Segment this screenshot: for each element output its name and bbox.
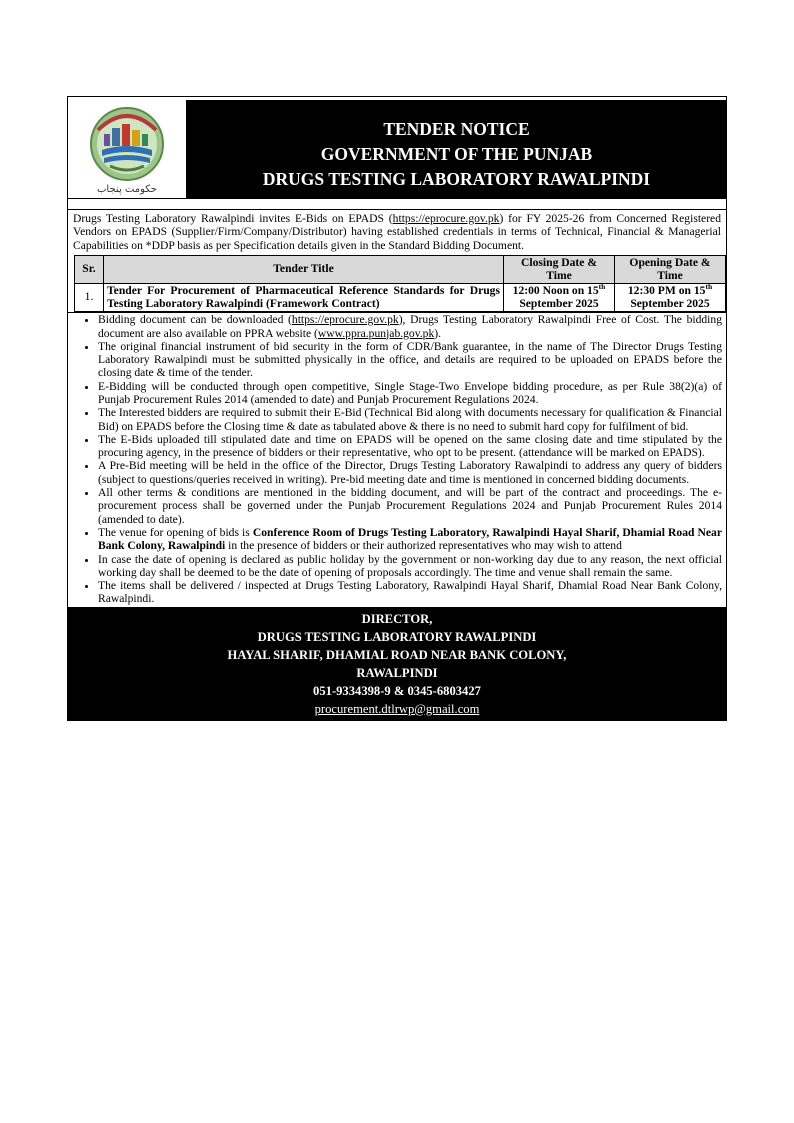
list-item: • E-Bidding will be conducted through open competitive, Single Stage-Two Envelope bidding procedure, as per Rule 38(2)(a) of Punjab Procurement Rules 2014 (amended to date) and Punjab Procurement Regulations 2024. xyxy=(98,380,722,407)
footer-address: HAYAL SHARIF, DHAMIAL ROAD NEAR BANK COLONY, xyxy=(227,647,567,662)
list-item: • All other terms & conditions are mentioned in the bidding document, and will be part of the contract and proceedings. The e-procurement process shall be governed under the Punjab Procurement Regulations 2024 and Punjab Procurement Rules 2014 (amended to date). xyxy=(98,486,722,526)
ppra-link[interactable]: www.ppra.punjab.gov.pk xyxy=(317,326,435,340)
opening-date: September 2025 xyxy=(630,296,710,310)
list-item: • A Pre-Bid meeting will be held in the office of the Director, Drugs Testing Laboratory Rawalpindi to address any query of bidders (subject to questions/queries received in writing). Pre-bid meeting date and time is mentioned in concerned bidding documents. xyxy=(98,459,722,486)
list-item xyxy=(98,526,722,553)
tender-notice xyxy=(67,96,727,721)
notice-title-block xyxy=(187,100,726,198)
row-opening xyxy=(615,284,726,312)
terms-list xyxy=(68,312,726,606)
contact-footer xyxy=(68,607,726,720)
list-item: • The original financial instrument of bid security in the form of CDR/Bank guarantee, in the name of The Director Drugs Testing Laboratory Rawalpindi must be submitted physically in the office, and details are required to be uploaded on EPADS before the closing date & time of the tender. xyxy=(98,340,722,380)
header-opening: Opening Date & Time xyxy=(615,256,726,284)
header-closing: Closing Date & Time xyxy=(504,256,615,284)
header-title: Tender Title xyxy=(104,256,504,284)
term-text: ), Drugs Testing Laboratory Rawalpindi Free of Cost. The bidding document are also available on PPRA website ( xyxy=(98,313,722,340)
punjab-government-logo xyxy=(68,100,187,198)
list-item: • The items shall be delivered / inspected at Drugs Testing Laboratory, Rawalpindi Hayal Sharif, Dhamial Road Near Bank Colony, Rawalpindi. xyxy=(98,579,722,606)
laboratory-name: DRUGS TESTING LABORATORY RAWALPINDI xyxy=(262,169,651,189)
opening-time: 12:30 PM on 15 xyxy=(627,284,706,298)
eprocure-link[interactable]: https://eprocure.gov.pk xyxy=(392,212,500,225)
closing-time: 12:00 Noon on 15 xyxy=(512,284,599,298)
logo-caption: حکومت پنجاب xyxy=(97,184,157,195)
term-text: Bidding document can be downloaded ( xyxy=(98,313,292,327)
intro-text: Drugs Testing Laboratory Rawalpindi invites E-Bids on EPADS ( xyxy=(73,212,393,225)
footer-lab: DRUGS TESTING LABORATORY RAWALPINDI xyxy=(257,629,537,644)
eprocure-link-2[interactable]: https://eprocure.gov.pk xyxy=(291,313,399,327)
term-text: ). xyxy=(434,326,442,340)
venue-text: Conference Room of Drugs Testing Laboratory, Rawalpindi Hayal Sharif, Dhamial Road Near Bank Colony, Rawalpindi xyxy=(98,525,722,553)
closing-sup: th xyxy=(598,282,606,292)
footer-city: RAWALPINDI xyxy=(356,665,438,680)
notice-title: TENDER NOTICE xyxy=(383,119,530,139)
notice-header xyxy=(68,100,726,199)
term-text: The venue for opening of bids is xyxy=(98,525,253,539)
row-closing xyxy=(504,284,615,312)
intro-text-cont: ) for FY 2025-26 from Concerned Registered Vendors on EPADS (Supplier/Firm/Company/Distributor) having established credentials in terms of Technical, Financial & Managerial Capabilities on *DDP basis as per Specification details given in the Standard Bidding Document. xyxy=(73,212,721,252)
header-sr: Sr. xyxy=(75,256,104,284)
tender-table xyxy=(74,255,726,312)
footer-email-link[interactable]: procurement.dtlrwp@gmail.com xyxy=(314,701,480,716)
term-text: in the presence of bidders or their authorized representatives who may wish to attend xyxy=(225,539,622,553)
list-item: • The E-Bids uploaded till stipulated date and time on EPADS will be opened on the same closing date and time stipulated by the procuring agency, in the presence of bidders or their representative, who opt to be present. (attendance will be marked on EPADS). xyxy=(98,433,722,460)
footer-designation: DIRECTOR, xyxy=(361,611,433,626)
list-item xyxy=(98,313,722,340)
footer-phone: 051-9334398-9 & 0345-6803427 xyxy=(313,683,481,698)
closing-date: September 2025 xyxy=(519,296,599,310)
punjab-emblem-icon xyxy=(68,100,186,198)
row-title: Tender For Procurement of Pharmaceutical Reference Standards for Drugs Testing Laboratory Rawalpindi (Framework Contract) xyxy=(104,284,504,312)
table-header-row xyxy=(75,256,726,284)
government-name: GOVERNMENT OF THE PUNJAB xyxy=(320,144,593,164)
row-sr: 1. xyxy=(75,284,104,312)
opening-sup: th xyxy=(705,282,713,292)
list-item: • The Interested bidders are required to submit their E-Bid (Technical Bid along with documents necessary for qualification & Financial Bid) on EPADS before the Closing time & date as tabulated above & there is no need to submit hard copy for fulfilment of bid. xyxy=(98,406,722,433)
list-item: • In case the date of opening is declared as public holiday by the government or non-working day due to any reason, the next official working day shall be deemed to be the date of opening of proposals accordingly. The time and venue shall remain the same. xyxy=(98,553,722,580)
intro-paragraph xyxy=(68,209,726,252)
table-row xyxy=(75,284,726,312)
